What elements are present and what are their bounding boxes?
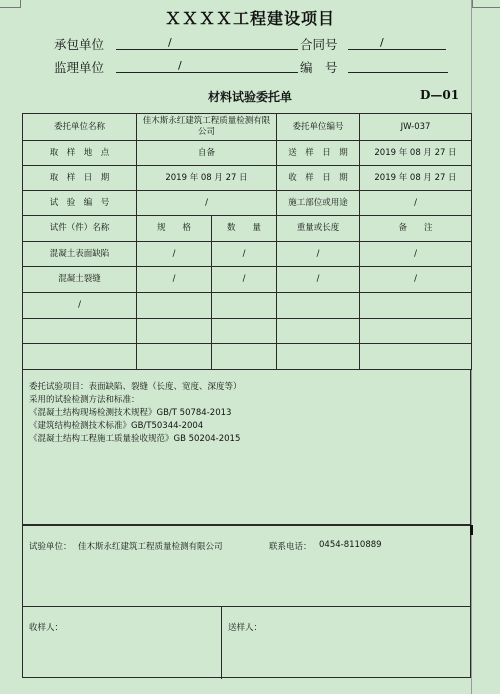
column-header: 规 格 [137,216,212,242]
item-cell: / [360,267,472,293]
item-cell: / [212,242,277,267]
item-cell [137,293,212,319]
standard-line: 《建筑结构检测技术标准》GB/T50344-2004 [29,421,204,431]
standard-line: 《混凝土结构工程施工质量验收规范》GB 50204-2015 [29,434,241,444]
contractor-value: / [168,36,172,49]
item-cell [360,344,472,370]
item-cell: / [360,242,472,267]
form-code: D—01 [420,88,460,102]
cell-value: 2019 年 08 月 27 日 [137,166,277,191]
table-row [23,166,472,191]
test-unit-value: 佳木斯永红建筑工程质量检测有限公司 [78,542,223,552]
table-row [23,114,472,141]
entrust-table [22,113,472,370]
sender-label: 送样人： [228,623,263,633]
table-row [23,141,472,166]
signature-divider [221,607,222,679]
receiver-label: 收样人： [29,623,64,633]
signature-section [22,606,471,678]
item-cell: / [137,242,212,267]
serial-label: 编 号 [300,60,338,75]
item-cell [212,293,277,319]
serial-field [348,58,448,73]
item-cell [277,344,360,370]
contractor-label: 承包单位 [54,37,105,52]
item-row [23,293,472,319]
table-row [23,191,472,216]
item-cell [23,344,137,370]
cell-label: 收 样 日 期 [277,166,360,191]
item-row [23,319,472,344]
cell-label: 委托单位名称 [23,114,137,141]
item-cell: / [137,267,212,293]
standard-line: 《混凝土结构现场检测技术规程》GB/T 50784-2013 [29,408,232,418]
cell-value: 2019 年 08 月 27 日 [360,141,472,166]
column-header: 试件（件）名称 [23,216,137,242]
cell-value: 2019 年 08 月 27 日 [360,166,472,191]
contract-no-value: / [380,36,384,49]
item-row [23,242,472,267]
cell-label: 取 样 地 点 [23,141,137,166]
item-cell [23,319,137,344]
edge-marker [470,525,473,535]
item-cell: / [277,242,360,267]
item-row [23,344,472,370]
cell-label: 送 样 日 期 [277,141,360,166]
item-cell [137,319,212,344]
cell-value: JW-037 [360,114,472,141]
item-cell [212,319,277,344]
item-row [23,267,472,293]
supervisor-field [116,58,298,73]
tester-section [22,525,471,607]
supervisor-value: / [178,59,182,72]
document-title: ＸＸＸＸ工程建设项目 [164,9,335,28]
supervisor-label: 监理单位 [54,60,105,75]
cell-value: 佳木斯永红建筑工程质量检测有限公司 [137,114,277,141]
requirement-line: 委托试验项目：表面缺陷、裂缝（长度、宽度、深度等） [29,382,242,392]
requirement-line: 采用的试验检测方法和标准： [29,395,140,405]
item-cell [212,344,277,370]
form-title: 材料试验委托单 [207,90,292,104]
cell-label: 取 样 日 期 [23,166,137,191]
cell-label: 试 验 编 号 [23,191,137,216]
phone-value: 0454-8110889 [319,540,382,550]
test-unit-label: 试验单位： [29,542,72,552]
item-cell: / [212,267,277,293]
cell-value: 自备 [137,141,277,166]
column-header: 备 注 [360,216,472,242]
contract-no-label: 合同号 [300,37,338,52]
item-cell [137,344,212,370]
item-cell [360,319,472,344]
item-cell: 混凝土表面缺陷 [23,242,137,267]
item-cell [360,293,472,319]
items-header-row [23,216,472,242]
contractor-field [116,35,298,50]
cell-value: / [137,191,277,216]
test-requirements-section [22,369,471,525]
cell-label: 施工部位或用途 [277,191,360,216]
item-cell [277,293,360,319]
phone-label: 联系电话： [269,542,312,552]
column-header: 重量或长度 [277,216,360,242]
item-cell: / [277,267,360,293]
contract-no-field [348,35,446,50]
column-header: 数 量 [212,216,277,242]
item-cell [277,319,360,344]
item-cell: / [23,293,137,319]
cell-label: 委托单位编号 [277,114,360,141]
item-cell: 混凝土裂缝 [23,267,137,293]
cell-value: / [360,191,472,216]
